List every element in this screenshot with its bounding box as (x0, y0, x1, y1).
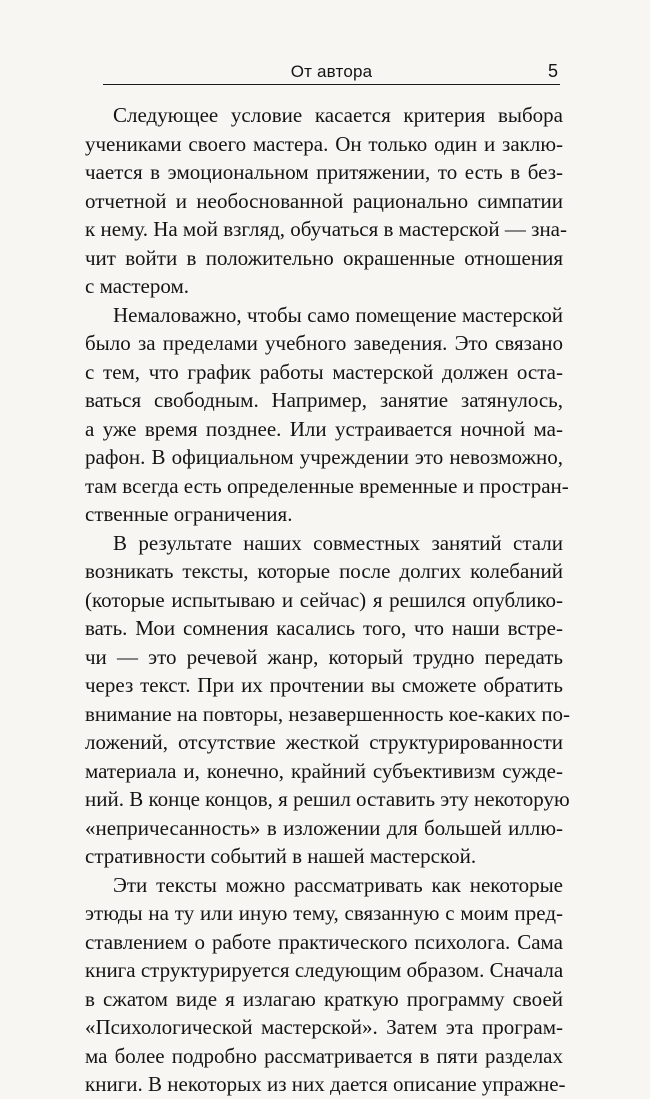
text-line: было за пределами учебного заведения. Это связано (85, 331, 563, 355)
text-line: вать. Мои сомнения касались того, что наши встре- (85, 616, 563, 640)
text-line: чается в эмоциональном притяжении, то есть в без- (85, 160, 563, 184)
text-line: книга структурируется следующим образом. Сначала (85, 958, 564, 982)
body-text (85, 101, 571, 1099)
text-line: ваться свободным. Например, занятие затянулось, (85, 388, 563, 412)
text-line: возникать тексты, которые после долгих колебаний (85, 559, 563, 583)
text-line: Немаловажно, чтобы само помещение мастерской (113, 302, 563, 327)
page-header (103, 58, 560, 85)
text-line: этюды на ту или иную тему, связанную с моим пред- (85, 901, 563, 925)
text-line: ставлением о работе практического психолога. Сама (85, 929, 563, 954)
text-line: «непричесанность» в изложении для большей иллю- (85, 815, 563, 840)
text-line: учениками своего мастера. Он только один и заклю- (85, 131, 563, 156)
text-line: а уже время позднее. Или устраивается ночной ма- (85, 416, 563, 441)
text-line: через текст. При их прочтении вы сможете обратить (85, 673, 563, 697)
running-head: От автора (290, 62, 373, 81)
page-number: 5 (547, 61, 558, 81)
text-line: В результате наших совместных занятий стали (113, 530, 563, 555)
text-line: с мастером. (85, 274, 189, 298)
text-line: к нему. На мой взгляд, обучаться в мастерской — зна- (85, 217, 567, 241)
text-line: чи — это речевой жанр, который трудно передать (85, 644, 563, 669)
text-line: «Психологической мастерской». Затем эта програм- (85, 1015, 563, 1039)
text-line: материала и, конечно, крайний субъективизм сужде- (85, 758, 563, 783)
text-line: чит войти в положительно окрашенные отношения (85, 245, 563, 270)
text-line: там всегда есть определенные временные и простран- (85, 473, 569, 498)
text-line: в сжатом виде я излагаю краткую программу своей (85, 986, 563, 1011)
text-line: (которые испытываю и сейчас) я решился опублико- (85, 587, 563, 612)
text-line: книги. В некоторых из них дается описание упражне- (85, 1072, 566, 1096)
text-line: отчетной и необоснованной рационально симпатии (85, 188, 563, 213)
text-line: ма более подробно рассматривается в пяти разделах (85, 1043, 563, 1068)
text-line: ственные ограничения. (85, 502, 293, 526)
text-line: Следующее условие касается критерия выбора (113, 103, 563, 127)
text-line: стративности событий в нашей мастерской. (85, 844, 477, 868)
text-line: внимание на повторы, незавершенность кое-каких по- (85, 701, 571, 726)
text-line: ложений, отсутствие жесткой структурированности (85, 730, 563, 754)
text-line: рафон. В официальном учреждении это невозможно, (85, 445, 563, 469)
text-line: с тем, что график работы мастерской должен оста- (85, 359, 563, 384)
text-line: Эти тексты можно рассматривать как некоторые (113, 872, 563, 897)
text-line: ний. В конце концов, я решил оставить эту некоторую (85, 787, 570, 811)
